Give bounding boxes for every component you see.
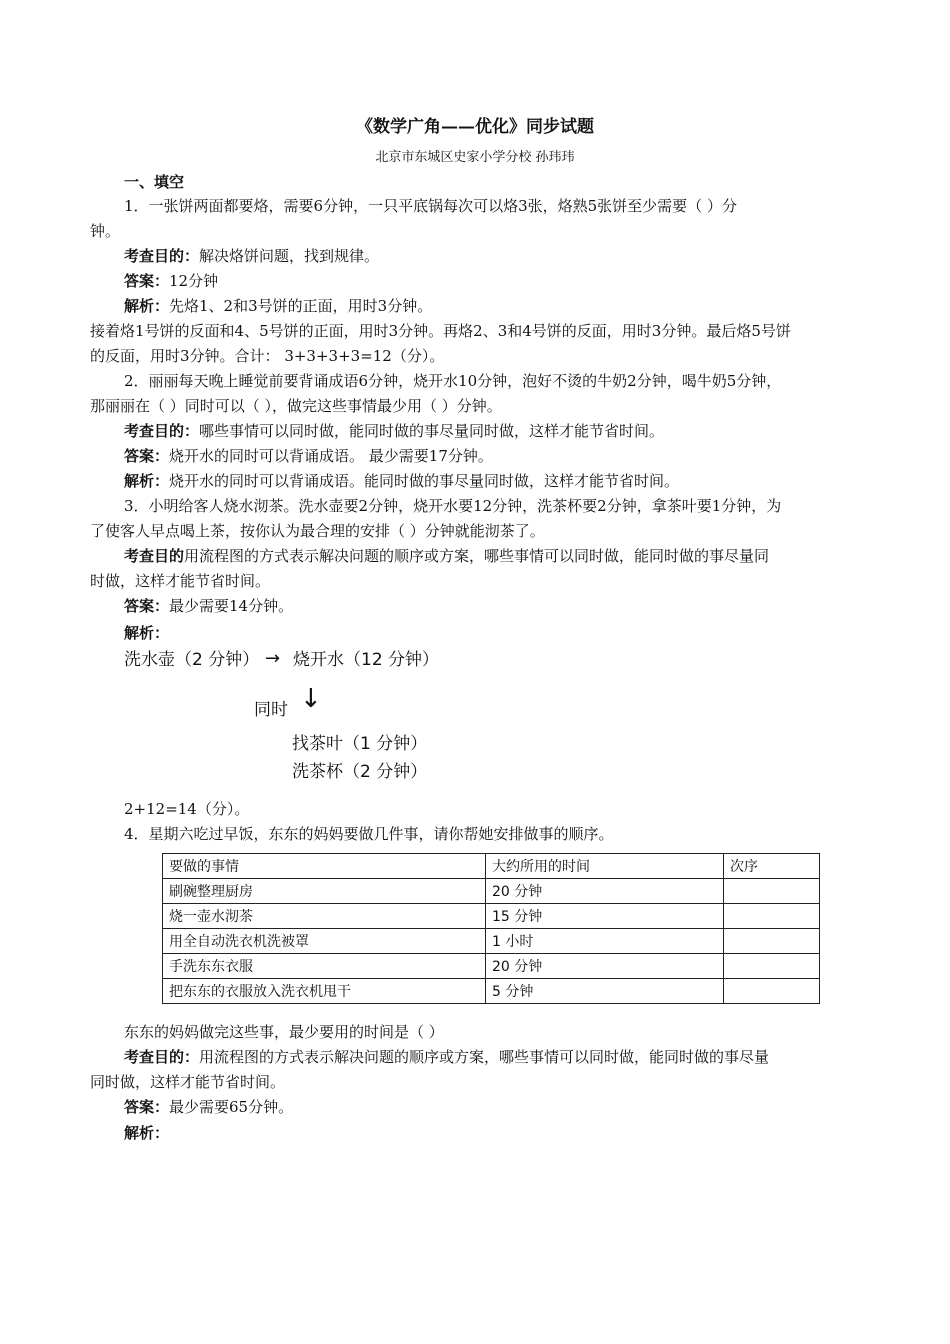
page-title: 《数学广角——优化》同步试题 [356,117,594,137]
purpose-text: 哪些事情可以同时做，能同时做的事尽量同时做，这样才能节省时间。 [199,422,665,440]
table-header-row [163,854,820,879]
q1-text-line2: 钟。 [90,222,121,240]
q4-text-line1: 4．星期六吃过早饭，东东的妈妈要做几件事，请你帮她安排做事的顺序。 [124,825,614,843]
author-line: 北京市东城区史家小学分校 孙玮玮 [375,150,575,165]
answer-label: 答案： [124,447,170,465]
time-cell: 15 分钟 [486,904,724,929]
purpose-label: 考查目的： [124,247,200,265]
q2-purpose [124,421,664,441]
q1-answer [124,271,218,291]
flow-step-wash-kettle: 洗水壶（2 分钟） [124,650,260,670]
q3-purpose-line1 [124,546,769,566]
time-cell: 20 分钟 [486,954,724,979]
header-time: 大约所用的时间 [486,854,724,879]
answer-text: 最少需要65分钟。 [169,1098,294,1116]
q3-answer [124,596,293,616]
analysis-label: 解析： [124,472,170,490]
q4-question: 东东的妈妈做完这些事，最少要用的时间是（ ） [124,1023,444,1041]
q3-calculation: 2+12=14（分）。 [124,800,250,818]
answer-text: 最少需要14分钟。 [169,597,294,615]
answer-label: 答案： [124,272,170,290]
task-cell: 用全自动洗衣机洗被罩 [163,929,486,954]
time-cell: 1 小时 [486,929,724,954]
time-cell: 5 分钟 [486,979,724,1004]
analysis-label: 解析： [124,297,170,315]
purpose-text: 用流程图的方式表示解决问题的顺序或方案，哪些事情可以同时做，能同时做的事尽量同 [184,547,770,565]
tasks-table [162,853,820,1004]
order-cell[interactable] [724,954,820,979]
purpose-label: 考查目的 [124,547,185,565]
task-cell: 手洗东东衣服 [163,954,486,979]
q3-purpose-line2: 时做，这样才能节省时间。 [90,572,271,590]
order-cell[interactable] [724,979,820,1004]
task-cell: 烧一壶水沏茶 [163,904,486,929]
table-row [163,979,820,1004]
table-row [163,904,820,929]
purpose-label: 考查目的： [124,422,200,440]
flow-step-wash-cups: 洗茶杯（2 分钟） [292,762,428,782]
q2-answer [124,446,493,466]
q4-analysis-label: 解析： [124,1124,170,1142]
header-order: 次序 [724,854,820,879]
q4-answer [124,1097,293,1117]
answer-text: 12分钟 [169,272,219,290]
purpose-text: 解决烙饼问题，找到规律。 [199,247,380,265]
answer-text: 烧开水的同时可以背诵成语。 最少需要17分钟。 [169,447,493,465]
order-cell[interactable] [724,879,820,904]
flow-simultaneous-label: 同时 [254,700,288,720]
flow-arrow-right-icon: → [265,648,281,669]
q1-text-line1: 1．一张饼两面都要烙，需要6分钟，一只平底锅每次可以烙3张，烙熟5张饼至少需要（ ）分 [124,197,737,215]
section-heading: 一、填空 [124,173,185,191]
q1-purpose [124,246,379,266]
flow-step-find-tea: 找茶叶（1 分钟） [292,734,428,754]
table-row [163,954,820,979]
q2-text-line1: 2．丽丽每天晚上睡觉前要背诵成语6分钟，烧开水10分钟，泡好不烫的牛奶2分钟，喝牛奶5分钟， [124,372,782,390]
header-task: 要做的事情 [163,854,486,879]
time-cell: 20 分钟 [486,879,724,904]
q3-text-line2: 了使客人早点喝上茶，按你认为最合理的安排（ ）分钟就能沏茶了。 [90,522,545,540]
table-row [163,879,820,904]
q1-analysis-line2: 接着烙1号饼的反面和4、5号饼的正面，用时3分钟。再烙2、3和4号饼的反面，用时3分钟。最后烙5号饼 [90,322,791,340]
q1-analysis-line3: 的反面，用时3分钟。合计： 3+3+3+3=12（分）。 [90,347,445,365]
order-cell[interactable] [724,929,820,954]
task-cell: 把东东的衣服放入洗衣机甩干 [163,979,486,1004]
q3-analysis-label: 解析： [124,624,170,642]
q3-text-line1: 3．小明给客人烧水沏茶。洗水壶要2分钟，烧开水要12分钟，洗茶杯要2分钟，拿茶叶要1分钟，为 [124,497,782,515]
analysis-text: 烧开水的同时可以背诵成语。能同时做的事尽量同时做，这样才能节省时间。 [169,472,680,490]
answer-label: 答案： [124,597,170,615]
analysis-text: 先烙1、2和3号饼的正面，用时3分钟。 [169,297,433,315]
flow-arrow-down-icon: ↓ [300,684,322,714]
q4-purpose-line2: 同时做，这样才能节省时间。 [90,1073,286,1091]
task-cell: 刷碗整理厨房 [163,879,486,904]
q4-purpose-line1 [124,1047,769,1067]
q2-analysis [124,471,679,491]
answer-label: 答案： [124,1098,170,1116]
table-row [163,929,820,954]
order-cell[interactable] [724,904,820,929]
flow-step-boil-water: 烧开水（12 分钟） [293,650,440,670]
purpose-label: 考查目的： [124,1048,200,1066]
purpose-text: 用流程图的方式表示解决问题的顺序或方案，哪些事情可以同时做，能同时做的事尽量 [199,1048,770,1066]
q1-analysis-line1 [124,296,432,316]
q2-text-line2: 那丽丽在（ ）同时可以（ ），做完这些事情最少用（ ）分钟。 [90,397,502,415]
